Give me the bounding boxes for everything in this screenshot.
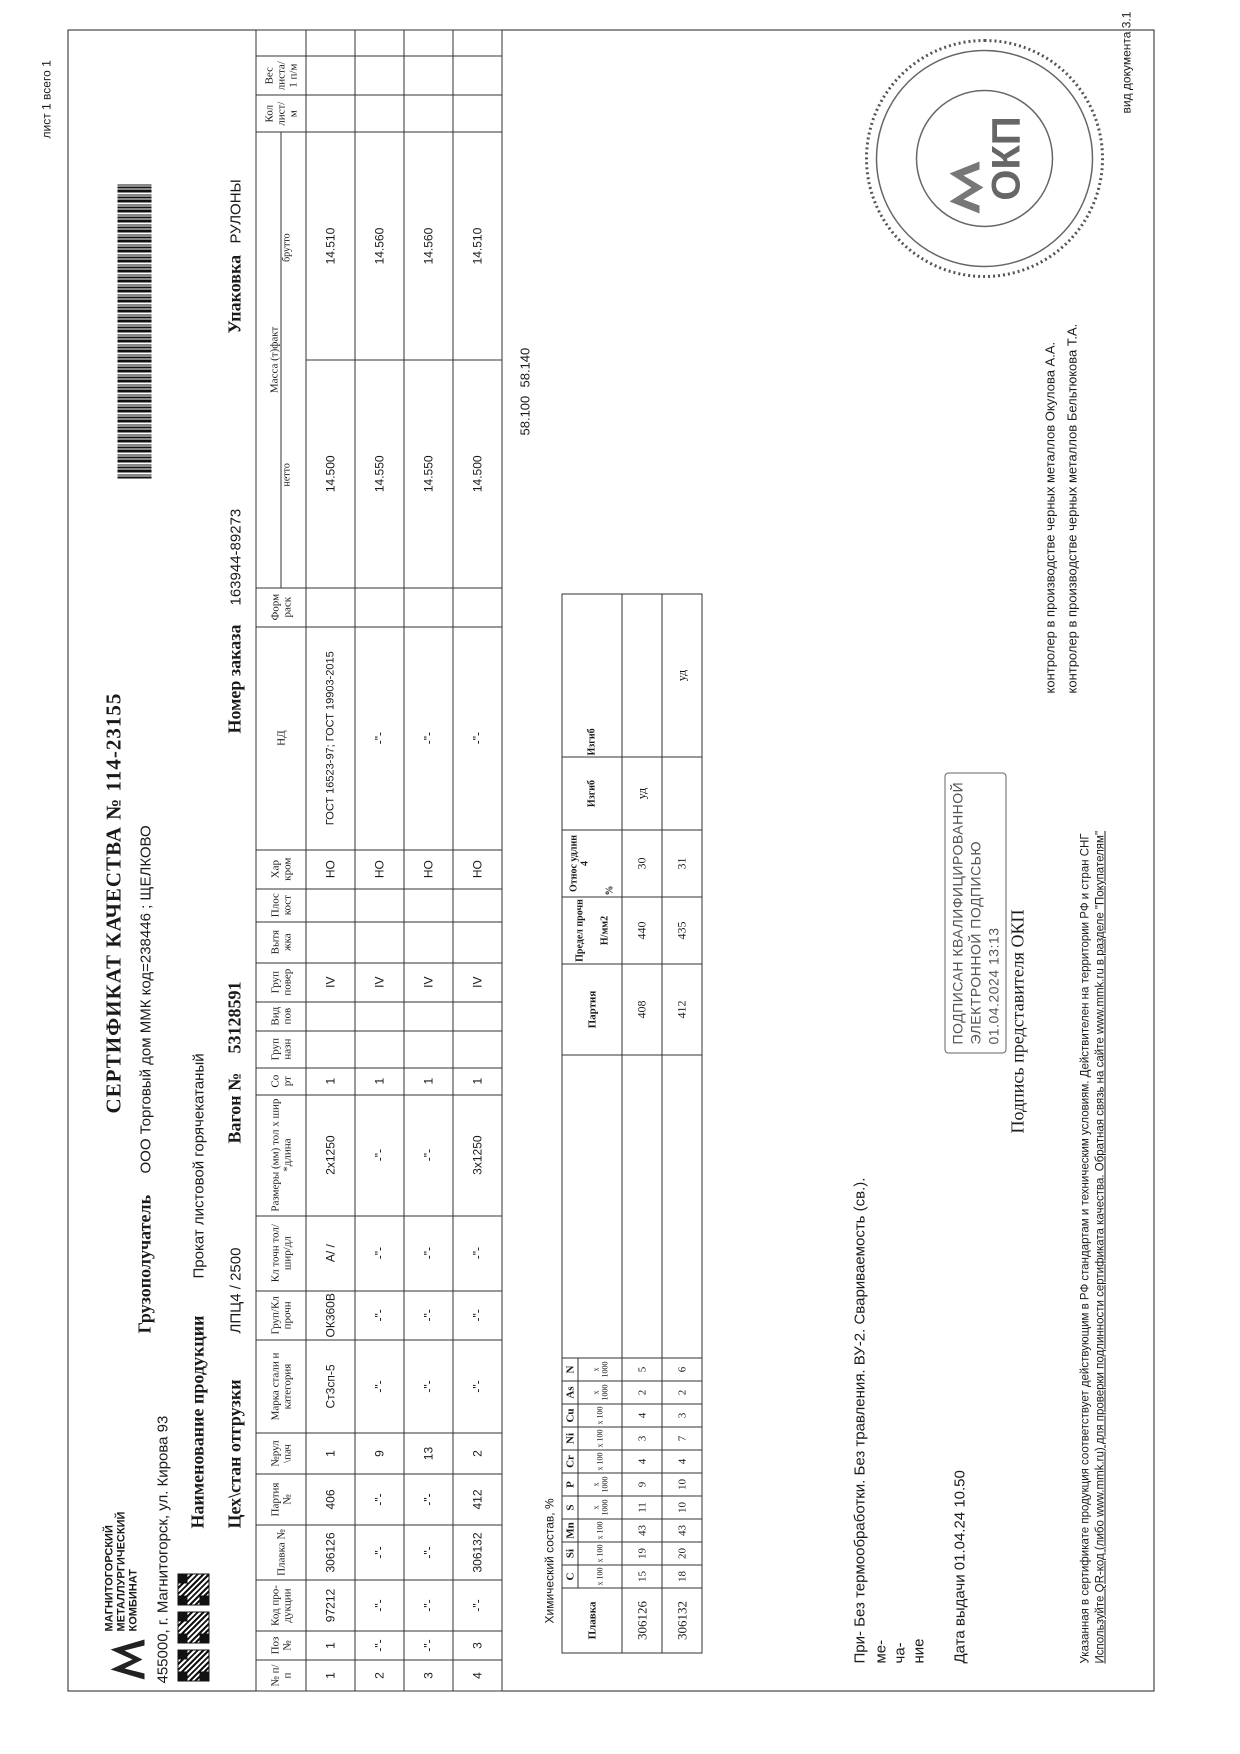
- shop-value: ЛПЦ4 / 2500: [227, 1247, 245, 1334]
- main-table: [256, 30, 503, 1692]
- col-header: Хар кром: [256, 850, 306, 889]
- mass-header: Масса (т)факт нетто брутто: [256, 132, 306, 587]
- total-brutto: 58.140: [517, 347, 533, 388]
- strength-header: Предел прочн Н/мм2: [562, 897, 622, 964]
- remark: При- Без термообработки. Без травления. ВУ-2. Свариваемость (св.).: [851, 1177, 869, 1664]
- col-header: Груп повер: [256, 963, 306, 1002]
- col-header: Форм раск: [256, 588, 306, 627]
- table-row: 3 -"- -"- -"- -"- 13 -"- -"- -"- -"- 1 IV НО -"- 14.550 14.560: [404, 30, 453, 1691]
- col-header: №рул \пач: [256, 1433, 306, 1474]
- chem-row: 306126 15 19 43 11 9 4 3 4 2 5 408 440 30 уд: [622, 594, 662, 1653]
- page-counter: лист 1 всего 1: [39, 60, 54, 139]
- issue-date: Дата выдачи 01.04.24 10.50: [951, 1470, 969, 1664]
- col-header-empty: [256, 30, 306, 56]
- chem-element: Cr: [562, 1450, 578, 1473]
- mmk-logo-icon: [105, 1638, 149, 1682]
- col-header: Вес листа/ 1 п/м: [256, 56, 306, 95]
- consignee-value: ООО Торговый дом ММК код=238446 ; ЩЕЛКОВО: [137, 825, 155, 1174]
- col-header: № п/п: [256, 1660, 306, 1691]
- col-header: Груп/Кл прочн: [256, 1291, 306, 1340]
- chem-element: Mn: [562, 1519, 578, 1542]
- barcode: [118, 184, 152, 479]
- svg-text:ОКП: ОКП: [984, 116, 1029, 201]
- col-header: Со рт: [256, 1068, 306, 1095]
- chem-caption: Химический состав, %: [542, 1498, 557, 1624]
- main-table-header: [256, 30, 306, 1691]
- chem-element: C: [562, 1565, 578, 1588]
- col-header: Плавка №: [256, 1525, 306, 1580]
- chem-row: 306132 18 20 43 10 10 4 7 3 2 6 412 435 31 уд: [662, 594, 702, 1653]
- qr-code-2: [178, 1612, 210, 1644]
- footer-note-2: Используйте QR-код (либо www.mmk.ru) для проверки подлинности сертификата качества. Обратная связь на сайте www.mmk.ru в разделе "Покупателям": [1094, 830, 1107, 1664]
- order-label: Номер заказа: [224, 624, 245, 734]
- chem-element: P: [562, 1473, 578, 1496]
- shop-label: Цех\стан отгрузки: [224, 1379, 245, 1529]
- col-header: Плос кост: [256, 889, 306, 922]
- col-header: Партия №: [256, 1474, 306, 1525]
- total-netto: 58.100: [517, 395, 533, 436]
- certificate-sheet: [0, 1, 1240, 1754]
- doc-type: вид документа 3.1: [1119, 11, 1134, 114]
- remark-cont: ме- ча- ние: [872, 1638, 928, 1664]
- qr-code-1: [178, 1650, 210, 1682]
- col-header: Размеры (мм) тол х шир *длина: [256, 1095, 306, 1216]
- okp-seal-icon: [860, 34, 1110, 284]
- order-value: 163944-89273: [227, 508, 245, 606]
- esign-stamp: ПОДПИСАН КВАЛИФИЦИРОВАННОЙ ЭЛЕКТРОННОЙ ПОДПИСЬЮ 01.04.2024 13:13: [945, 773, 1007, 1054]
- product-value: Прокат листовой горячекатаный: [190, 1053, 208, 1279]
- chem-element: Ni: [562, 1427, 578, 1450]
- col-header: Кол лист/ м: [256, 95, 306, 132]
- packing-label: Упаковка: [224, 254, 245, 334]
- col-header: Код про-дукции: [256, 1580, 306, 1631]
- table-row: 2 -"- -"- -"- -"- 9 -"- -"- -"- -"- 1 IV НО -"- 14.550 14.560: [355, 30, 404, 1691]
- company-name: МАГНИТОГОРСКИЙ МЕТАЛЛУРГИЧЕСКИЙ КОМБИНАТ: [103, 1511, 140, 1632]
- table-row: 4 3 -"- 306132 412 2 -"- -"- -"- 3x1250 1 IV НО -"- 14.500 14.510: [453, 30, 502, 1691]
- col-header: Марка стали и категория: [256, 1340, 306, 1433]
- chem-element: N: [562, 1358, 578, 1381]
- chem-heat-header: Плавка: [562, 1588, 622, 1653]
- packing-value: РУЛОНЫ: [227, 179, 245, 244]
- chem-element: S: [562, 1496, 578, 1519]
- bend2-header: Изгиб: [562, 594, 622, 757]
- company-address: 455000, г. Магнитогорск, ул. Кирова 93: [154, 1415, 172, 1684]
- chem-element: Si: [562, 1542, 578, 1565]
- col-header: Груп назн: [256, 1031, 306, 1068]
- col-header: Вид пов: [256, 1002, 306, 1031]
- elongation-header: Относ удлин 4 %: [562, 830, 622, 897]
- wagon-label: Вагон №: [224, 1072, 245, 1144]
- chem-element: As: [562, 1381, 578, 1404]
- party-header: Партия: [562, 964, 622, 1055]
- col-header: Кл точн тол/шир/дл: [256, 1216, 306, 1291]
- certificate-title: СЕРТИФИКАТ КАЧЕСТВА № 114-23155: [101, 692, 126, 1114]
- col-header: Вытя жка: [256, 922, 306, 963]
- consignee-label: Грузополучатель: [134, 1194, 155, 1334]
- controller-2: контролер в производстве черных металлов Бельтюкова Т.А.: [1064, 323, 1080, 694]
- table-row: 1 1 97212 306126 406 1 Ст3сп-5 ОК360В А/ / 2x1250 1 IV НО ГОСТ 16523-97; ГОСТ 19903-2015 14.500 14.510: [306, 30, 355, 1691]
- wagon-value: 53128591: [224, 981, 245, 1054]
- signature-label: Подпись представителя ОКП: [1007, 909, 1028, 1134]
- chem-table: Плавка C Si Mn S P Cr Ni Cu As N Партия Предел прочн Н/мм2 Относ удлин 4 % Изгиб Изгиб x 100 x 100 x 100 x 1000 x 1000 x 100 x 100 x 100 x 1000 x 1000 306126 15 19 43 11 9 4 3 4 2 5 408 440 30 уд 306132 18 20 43 10 10 4 7 3 2 6 412 435 31 уд: [562, 594, 703, 1654]
- qr-code-3: [178, 1574, 210, 1606]
- chem-element: Cu: [562, 1404, 578, 1427]
- col-header: НД: [256, 627, 306, 850]
- bend-header: Изгиб: [562, 757, 622, 830]
- product-label: Наименование продукции: [187, 1315, 208, 1529]
- footer-note-1: Указанная в сертификате продукция соответствует действующим в РФ стандартам и техническим условиям. Действителен на территории РФ и стран СНГ: [1079, 833, 1092, 1664]
- controller-1: контролер в производстве черных металлов Окулова А.А.: [1042, 341, 1058, 694]
- col-header: Поз №: [256, 1631, 306, 1660]
